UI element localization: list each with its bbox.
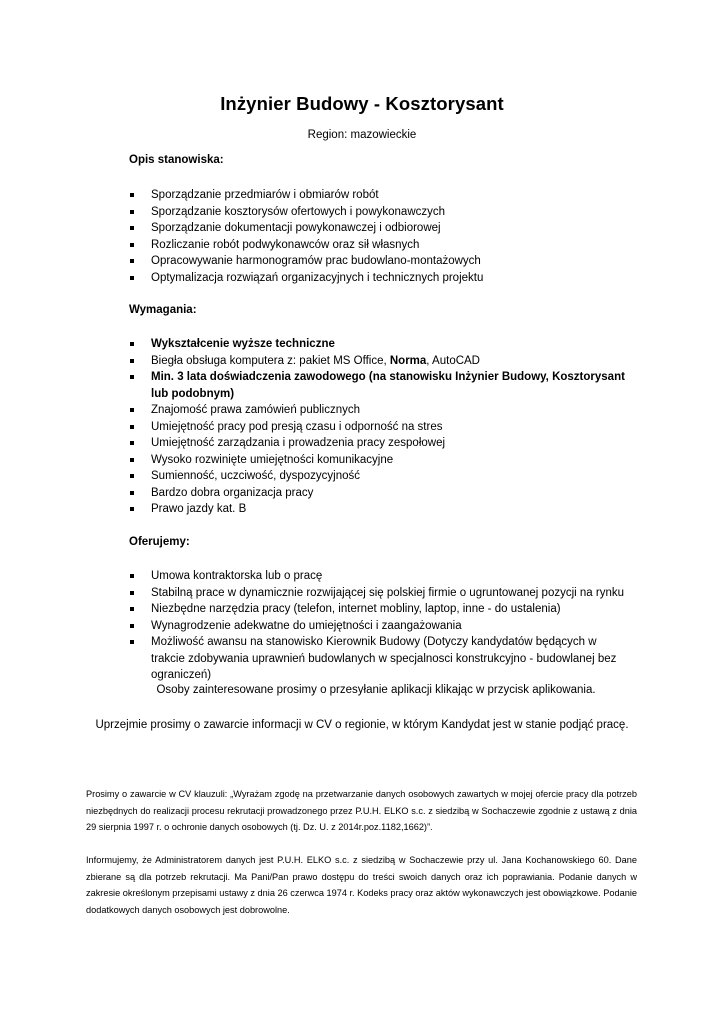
list-item: Umiejętność zarządzania i prowadzenia pracy zespołowej [129,435,629,452]
bullet-icon [130,259,134,263]
list-item: Wynagrodzenie adekwatne do umiejętności i zaangażowania [129,618,629,635]
list-item: Niezbędne narzędzia pracy (telefon, internet mobliny, laptop, inne - do ustalenia) [129,601,629,618]
bullet-icon [130,243,134,247]
data-administrator-info: Informujemy, że Administratorem danych jest P.U.H. ELKO s.c. z siedzibą w Sochaczewie przy ul. Jana Kochanowskiego 60. Dane zbierane są dla potrzeb rekrutacji. Ma Pani/Pan prawo dostępu do treści swoich danych oraz ich poprawiania. Podanie danych w zakresie określonym przepisami ustawy z dnia 26 czerwca 1974 r. Kodeks pracy oraz aktów wykonawczych jest obowiązkowe. Podanie dodatkowych danych osobowych jest dobrowolne. [86,855,637,915]
list-item: Min. 3 lata doświadczenia zawodowego (na stanowisku Inżynier Budowy, Kosztorysant lub podobnym) [129,369,629,402]
bullet-icon [130,507,134,511]
bullet-icon [130,441,134,445]
list-item: Sumienność, uczciwość, dyspozycyjność [129,468,629,485]
list-item: Stabilną prace w dynamicznie rozwijającej się polskiej firmie o ugruntowanej pozycji na rynku [129,585,629,602]
bullet-icon [130,226,134,230]
list-item: Opracowywanie harmonogramów prac budowlano-montażowych [129,253,649,270]
bullet-icon [130,408,134,412]
list-item: Prawo jazdy kat. B [129,501,629,518]
list-item: Bardzo dobra organizacja pracy [129,485,629,502]
bullet-icon [130,193,134,197]
list-item: Umowa kontraktorska lub o pracę [129,568,629,585]
region-label: Region: mazowieckie [307,129,417,141]
bullet-icon [130,425,134,429]
list-item: Sporządzanie dokumentacji powykonawczej i odbiorowej [129,220,649,237]
bullet-icon [130,359,134,363]
bullet-icon [130,607,134,611]
bullet-icon [130,624,134,628]
bullet-icon [130,210,134,214]
opis-list [129,187,649,286]
list-item: Wysoko rozwinięte umiejętności komunikacyjne [129,452,629,469]
bullet-icon [130,375,134,379]
list-item: Biegła obsługa komputera z: pakiet MS Office, Norma, AutoCAD [129,353,629,370]
section-heading-opis: Opis stanowiska: [129,154,224,166]
apply-note: Osoby zainteresowane prosimy o przesyłanie aplikacji klikając w przycisk aplikowania. [156,684,596,696]
list-item: Umiejętność pracy pod presją czasu i odporność na stres [129,419,629,436]
list-item: Rozliczanie robót podwykonawców oraz sił własnych [129,237,649,254]
list-item: Sporządzanie kosztorysów ofertowych i powykonawczych [129,204,649,221]
consent-clause: Prosimy o zawarcie w CV klauzuli: „Wyrażam zgodę na przetwarzanie danych osobowych zawartych w mojej ofercie pracy dla potrzeb niezbędnych do realizacji procesu rekrutacji prowadzonego przez P.U.H. ELKO s.c. z siedzibą w Sochaczewie zgodnie z ustawą z dnia 29 sierpnia 1997 r. o ochronie danych osobowych (tj. Dz. U. z 2014r.poz.1182,1662)”. [86,789,637,832]
list-item: Wykształcenie wyższe techniczne [129,336,629,353]
wymagania-list [129,336,629,518]
bullet-icon [130,474,134,478]
bullet-icon [130,458,134,462]
bullet-icon [130,591,134,595]
bullet-icon [130,276,134,280]
page-title: Inżynier Budowy - Kosztorysant [220,93,504,114]
section-heading-wymagania: Wymagania: [129,304,197,316]
list-item: Sporządzanie przedmiarów i obmiarów robót [129,187,649,204]
list-item: Znajomość prawa zamówień publicznych [129,402,629,419]
bullet-icon [130,574,134,578]
oferujemy-list [129,568,629,684]
cv-region-note: Uprzejmie prosimy o zawarcie informacji w CV o regionie, w którym Kandydat jest w stanie podjąć pracę. [95,719,629,731]
list-item: Optymalizacja rozwiązań organizacyjnych i technicznych projektu [129,270,649,287]
bullet-icon [130,342,134,346]
bullet-icon [130,491,134,495]
bullet-icon [130,640,134,644]
section-heading-oferujemy: Oferujemy: [129,536,190,548]
list-item: Możliwość awansu na stanowisko Kierownik Budowy (Dotyczy kandydatów będących w trakcie zdobywania uprawnień budowlanych w specjalnosci konstrukcyjno - budowlanej bez ograniczeń) [129,634,629,684]
